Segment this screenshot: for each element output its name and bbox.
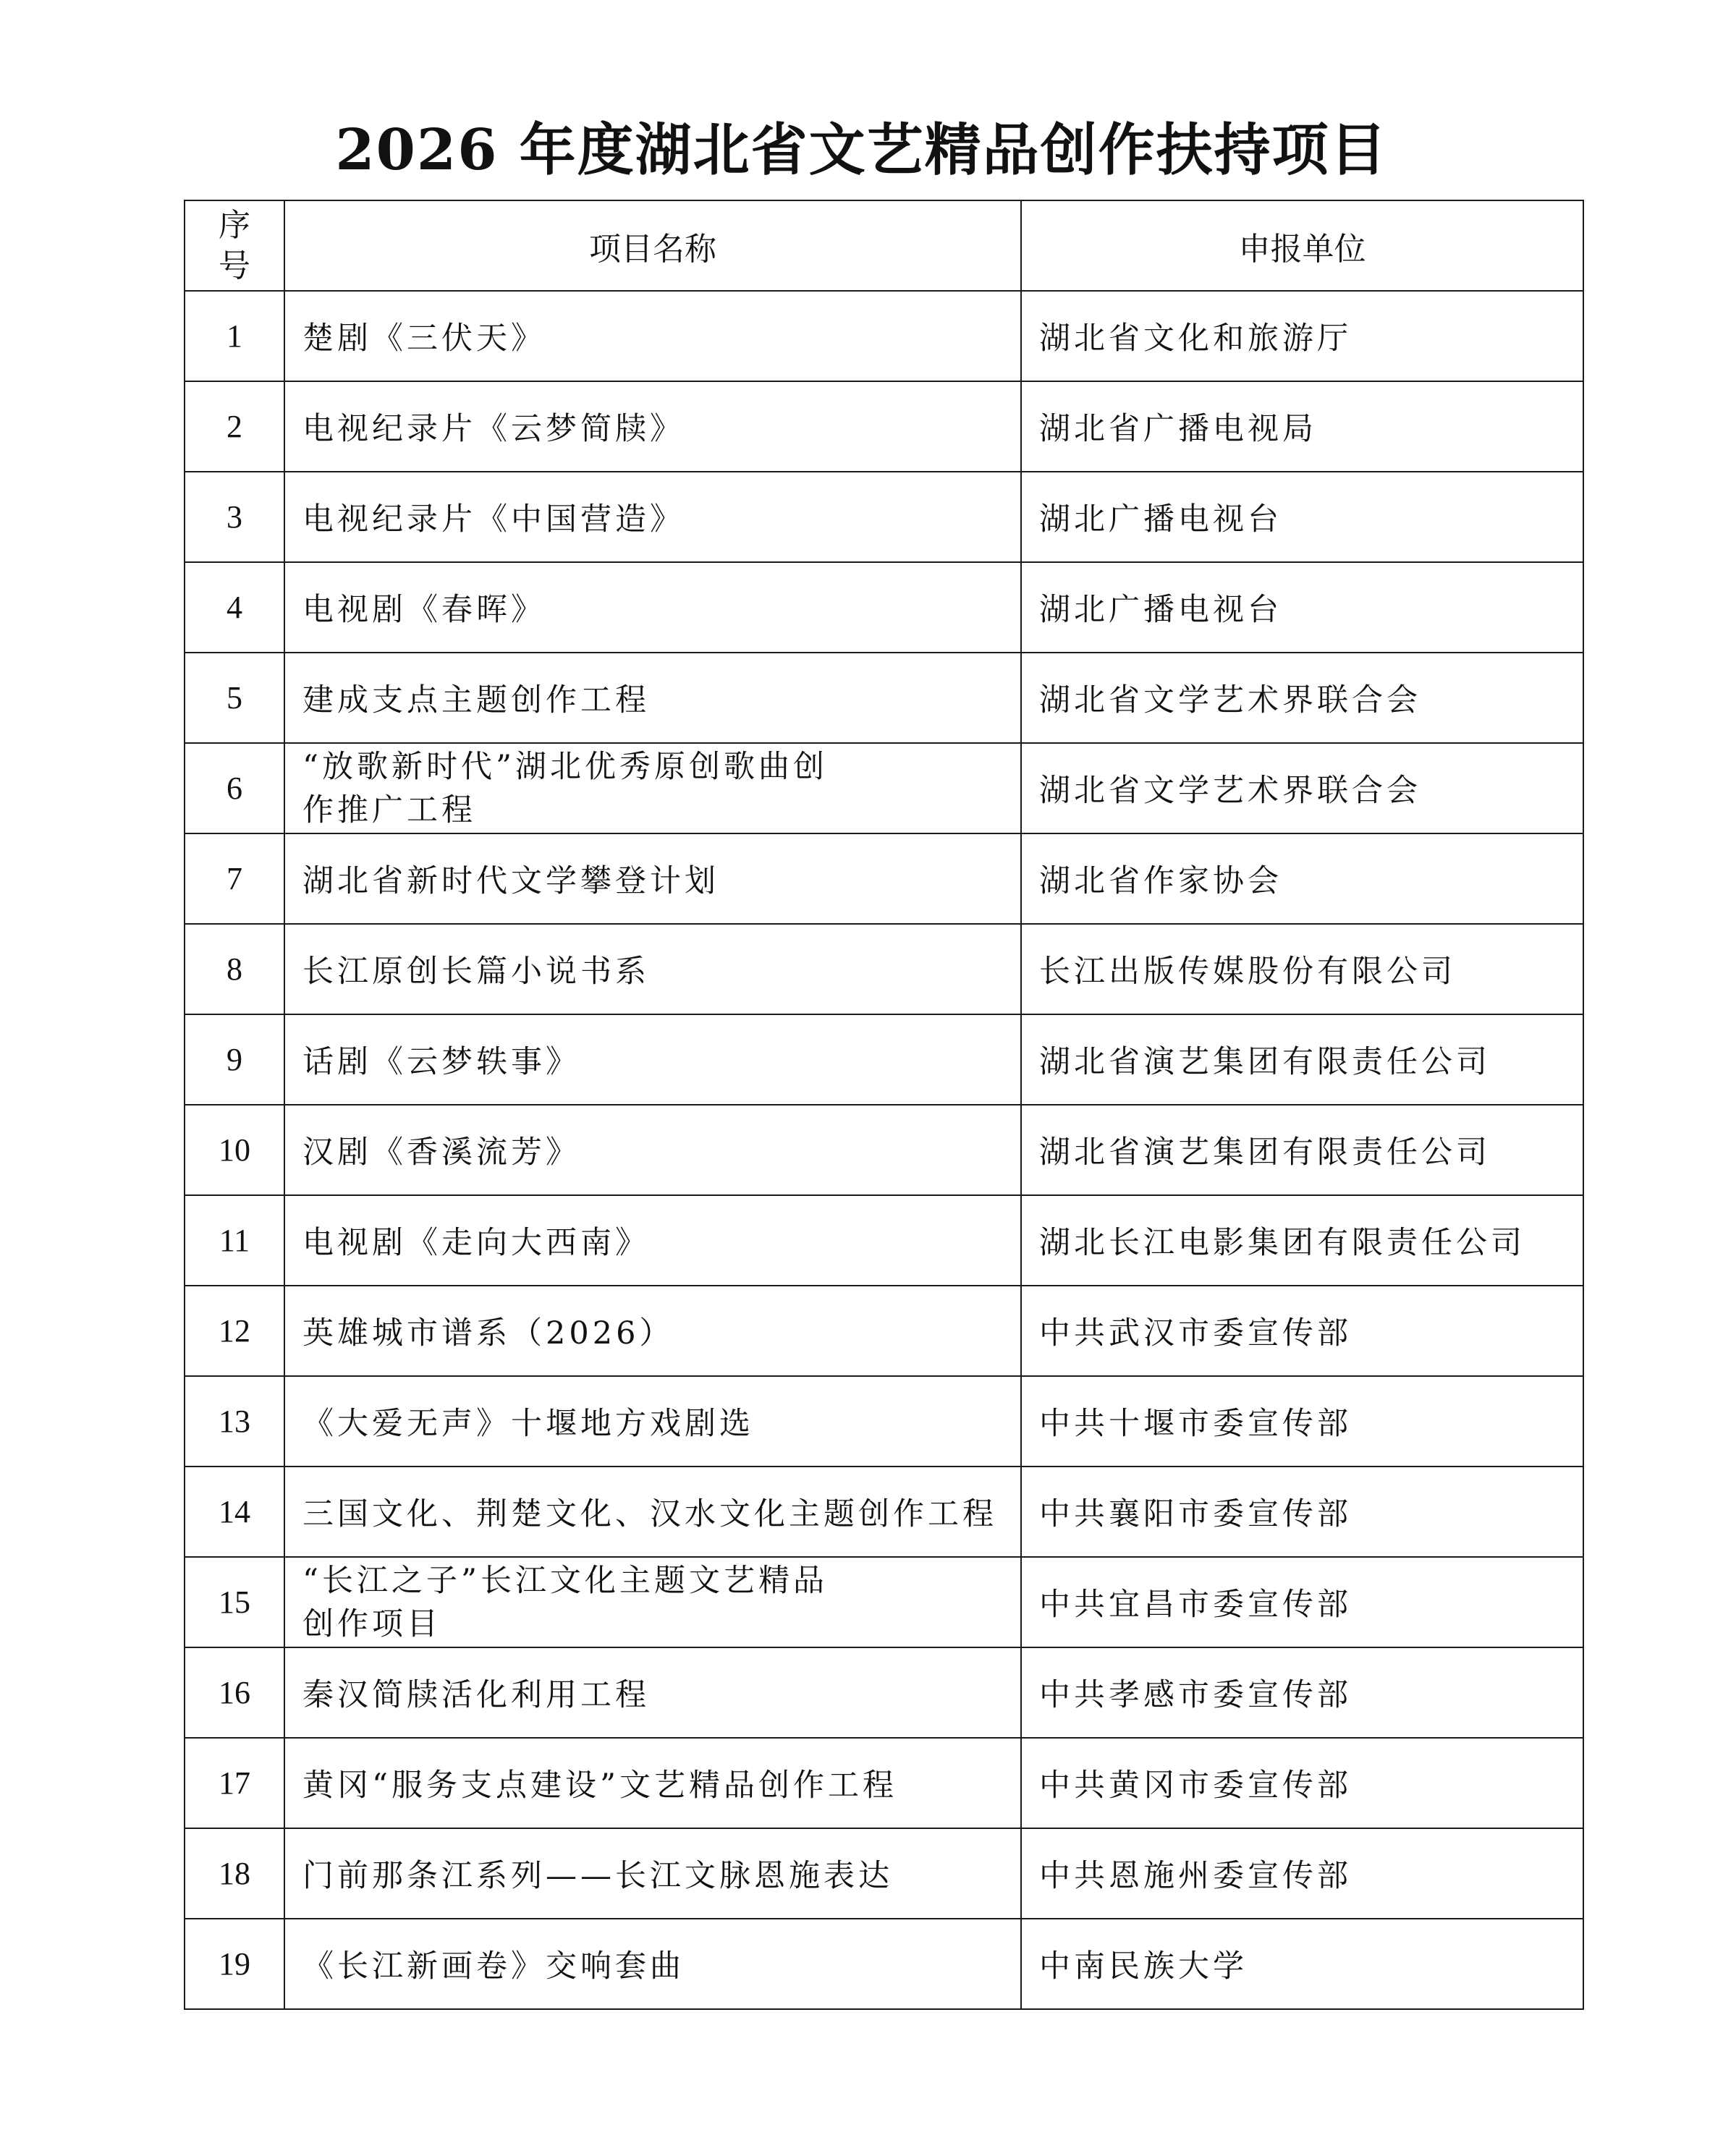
applicant-unit: 中共宜昌市委宣传部 bbox=[1021, 1557, 1583, 1647]
table-row bbox=[185, 743, 1583, 833]
table-row bbox=[185, 1014, 1583, 1105]
project-name: 英雄城市谱系（2026） bbox=[284, 1286, 1021, 1376]
table-row bbox=[185, 1557, 1583, 1647]
row-number: 4 bbox=[185, 562, 284, 653]
project-name: “放歌新时代”湖北优秀原创歌曲创作推广工程 bbox=[284, 743, 1021, 833]
header-serial-number-label: 序号 bbox=[219, 206, 250, 284]
table-row bbox=[185, 833, 1583, 924]
row-number: 15 bbox=[185, 1557, 284, 1647]
applicant-unit: 湖北省演艺集团有限责任公司 bbox=[1021, 1014, 1583, 1105]
project-name: 电视剧《走向大西南》 bbox=[284, 1195, 1021, 1286]
row-number: 10 bbox=[185, 1105, 284, 1195]
applicant-unit: 中南民族大学 bbox=[1021, 1919, 1583, 2009]
row-number: 17 bbox=[185, 1738, 284, 1828]
project-name: 电视剧《春晖》 bbox=[284, 562, 1021, 653]
projects-table bbox=[184, 200, 1584, 2010]
table-row bbox=[185, 653, 1583, 743]
project-name: 门前那条江系列——长江文脉恩施表达 bbox=[284, 1828, 1021, 1919]
header-applicant-unit: 申报单位 bbox=[1021, 200, 1583, 291]
applicant-unit: 湖北省广播电视局 bbox=[1021, 381, 1583, 472]
row-number: 9 bbox=[185, 1014, 284, 1105]
table-header-row bbox=[185, 200, 1583, 291]
applicant-unit: 中共十堰市委宣传部 bbox=[1021, 1376, 1583, 1467]
applicant-unit: 湖北省文学艺术界联合会 bbox=[1021, 743, 1583, 833]
header-serial-number bbox=[185, 200, 284, 291]
table-row bbox=[185, 1467, 1583, 1557]
project-name: 楚剧《三伏天》 bbox=[284, 291, 1021, 381]
table-row bbox=[185, 1286, 1583, 1376]
applicant-unit: 中共襄阳市委宣传部 bbox=[1021, 1467, 1583, 1557]
row-number: 11 bbox=[185, 1195, 284, 1286]
table-row bbox=[185, 924, 1583, 1014]
project-name: 秦汉简牍活化利用工程 bbox=[284, 1647, 1021, 1738]
table-row bbox=[185, 381, 1583, 472]
project-name: 《大爱无声》十堰地方戏剧选 bbox=[284, 1376, 1021, 1467]
project-name: “长江之子”长江文化主题文艺精品创作项目 bbox=[284, 1557, 1021, 1647]
applicant-unit: 中共孝感市委宣传部 bbox=[1021, 1647, 1583, 1738]
project-name: 话剧《云梦轶事》 bbox=[284, 1014, 1021, 1105]
table-row bbox=[185, 562, 1583, 653]
table-row bbox=[185, 1195, 1583, 1286]
row-number: 16 bbox=[185, 1647, 284, 1738]
header-project-name: 项目名称 bbox=[284, 200, 1021, 291]
page-title: 2026 年度湖北省文艺精品创作扶持项目 bbox=[335, 117, 1388, 183]
table-row bbox=[185, 472, 1583, 562]
applicant-unit: 湖北广播电视台 bbox=[1021, 472, 1583, 562]
applicant-unit: 湖北广播电视台 bbox=[1021, 562, 1583, 653]
applicant-unit: 中共恩施州委宣传部 bbox=[1021, 1828, 1583, 1919]
project-name: 湖北省新时代文学攀登计划 bbox=[284, 833, 1021, 924]
table-row bbox=[185, 291, 1583, 381]
row-number: 5 bbox=[185, 653, 284, 743]
row-number: 1 bbox=[185, 291, 284, 381]
project-name: 建成支点主题创作工程 bbox=[284, 653, 1021, 743]
row-number: 13 bbox=[185, 1376, 284, 1467]
applicant-unit: 长江出版传媒股份有限公司 bbox=[1021, 924, 1583, 1014]
applicant-unit: 湖北省作家协会 bbox=[1021, 833, 1583, 924]
row-number: 2 bbox=[185, 381, 284, 472]
applicant-unit: 湖北省文化和旅游厅 bbox=[1021, 291, 1583, 381]
table-row bbox=[185, 1828, 1583, 1919]
project-name: 电视纪录片《中国营造》 bbox=[284, 472, 1021, 562]
project-name: 汉剧《香溪流芳》 bbox=[284, 1105, 1021, 1195]
row-number: 3 bbox=[185, 472, 284, 562]
applicant-unit: 湖北长江电影集团有限责任公司 bbox=[1021, 1195, 1583, 1286]
row-number: 14 bbox=[185, 1467, 284, 1557]
row-number: 8 bbox=[185, 924, 284, 1014]
project-name: 黄冈“服务支点建设”文艺精品创作工程 bbox=[284, 1738, 1021, 1828]
table-row bbox=[185, 1105, 1583, 1195]
row-number: 6 bbox=[185, 743, 284, 833]
project-name: 三国文化、荆楚文化、汉水文化主题创作工程 bbox=[284, 1467, 1021, 1557]
project-name: 电视纪录片《云梦简牍》 bbox=[284, 381, 1021, 472]
row-number: 7 bbox=[185, 833, 284, 924]
table-row bbox=[185, 1738, 1583, 1828]
applicant-unit: 中共黄冈市委宣传部 bbox=[1021, 1738, 1583, 1828]
applicant-unit: 中共武汉市委宣传部 bbox=[1021, 1286, 1583, 1376]
project-name: 长江原创长篇小说书系 bbox=[284, 924, 1021, 1014]
applicant-unit: 湖北省演艺集团有限责任公司 bbox=[1021, 1105, 1583, 1195]
table-row bbox=[185, 1647, 1583, 1738]
applicant-unit: 湖北省文学艺术界联合会 bbox=[1021, 653, 1583, 743]
row-number: 18 bbox=[185, 1828, 284, 1919]
project-name: 《长江新画卷》交响套曲 bbox=[284, 1919, 1021, 2009]
table-row bbox=[185, 1919, 1583, 2009]
row-number: 19 bbox=[185, 1919, 284, 2009]
row-number: 12 bbox=[185, 1286, 284, 1376]
table-row bbox=[185, 1376, 1583, 1467]
